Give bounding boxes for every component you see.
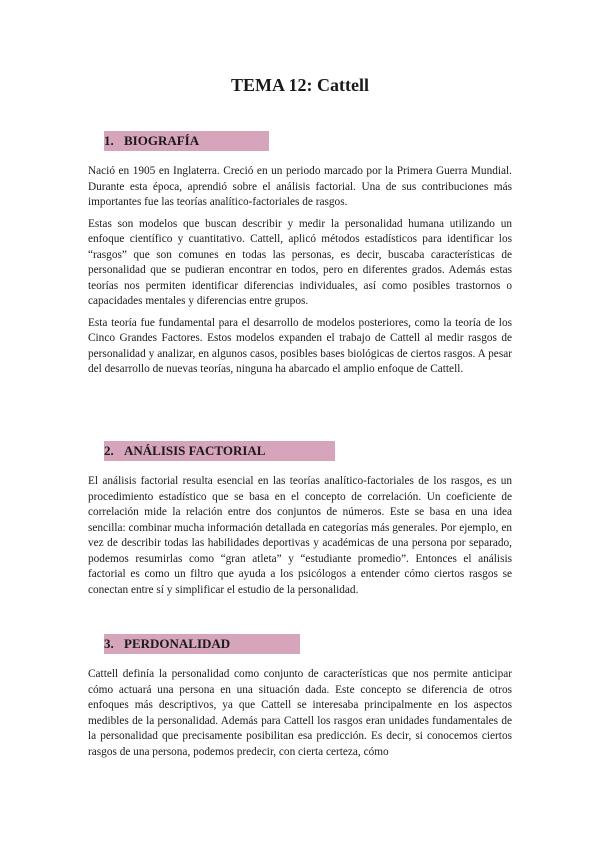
section-number: 1. <box>104 133 114 148</box>
section-number: 3. <box>104 636 114 651</box>
heading-highlight <box>104 634 300 654</box>
section-title: ANÁLISIS FACTORIAL <box>124 443 266 458</box>
page-title: TEMA 12: Cattell <box>231 75 369 95</box>
section-analisis-factorial <box>88 440 512 604</box>
section-title: PERDONALIDAD <box>124 636 231 651</box>
section-title: BIOGRAFÍA <box>124 133 200 148</box>
heading-highlight <box>104 441 335 461</box>
paragraph: Estas son modelos que buscan describir y medir la personalidad humana utilizando un enfoque científico y cuantitativo. Cattell, aplicó métodos estadísticos para identificar los “rasgos” que son comunes en todas las personas, es decir, buscaba características de personalidad que se pudieran encontrar en todos, pero en diferentes grados. Además estas teorías nos permiten identificar diferencias individuales, así como posibles trastornos o capacidades mentales y diferencias entre grupos. <box>88 217 512 307</box>
section-heading <box>104 440 512 462</box>
section-biografia <box>88 130 512 384</box>
section-personalidad <box>88 633 512 766</box>
paragraph: Esta teoría fue fundamental para el desarrollo de modelos posteriores, como la teoría de los Cinco Grandes Factores. Estos modelos expanden el trabajo de Cattell al medir rasgos de personalidad y analizar, en algunos casos, posibles bases biológicas de ciertos rasgos. A pesar del desarrollo de nuevas teorías, ninguna ha abarcado el amplio enfoque de Cattell. <box>88 316 512 375</box>
paragraph: El análisis factorial resulta esencial en las teorías analítico-factoriales de los rasgos, es un procedimiento estadístico que se basa en el concepto de correlación. Un coeficiente de correlación mide la relación entre dos conjuntos de números. Este se basa en una idea sencilla: combinar mucha información detallada en categorías más generales. Por ejemplo, en vez de describir todas las habilidades deportivas y académicas de una persona por separado, podemos resumirlas como “gran atleta” y “estudiante promedio”. Entonces el análisis factorial es como un filtro que ayuda a los psicólogos a entender cómo ciertos rasgos se conectan entre sí y simplificar el estudio de la personalidad. <box>88 475 512 596</box>
paragraph: Nació en 1905 en Inglaterra. Creció en un periodo marcado por la Primera Guerra Mundial. Durante esta época, aprendió sobre el análisis factorial. Una de sus contribuciones más importantes fue las teorías analítico-factoriales de rasgos. <box>88 165 512 208</box>
section-heading <box>104 130 512 152</box>
section-heading <box>104 633 512 655</box>
heading-highlight <box>104 131 269 151</box>
section-number: 2. <box>104 443 114 458</box>
paragraph: Cattell definía la personalidad como conjunto de características que nos permite anticipar cómo actuará una persona en una situación dada. Este concepto se diferencia de otros enfoques más descriptivos, ya que Cattell se interesaba principalmente en los aspectos medibles de la personalidad. Además para Cattell los rasgos eran unidades fundamentales de la personalidad que precisamente posibilitan esa predicción. Es decir, si conocemos ciertos rasgos de una persona, podemos predecir, con cierta certeza, cómo <box>88 668 512 758</box>
